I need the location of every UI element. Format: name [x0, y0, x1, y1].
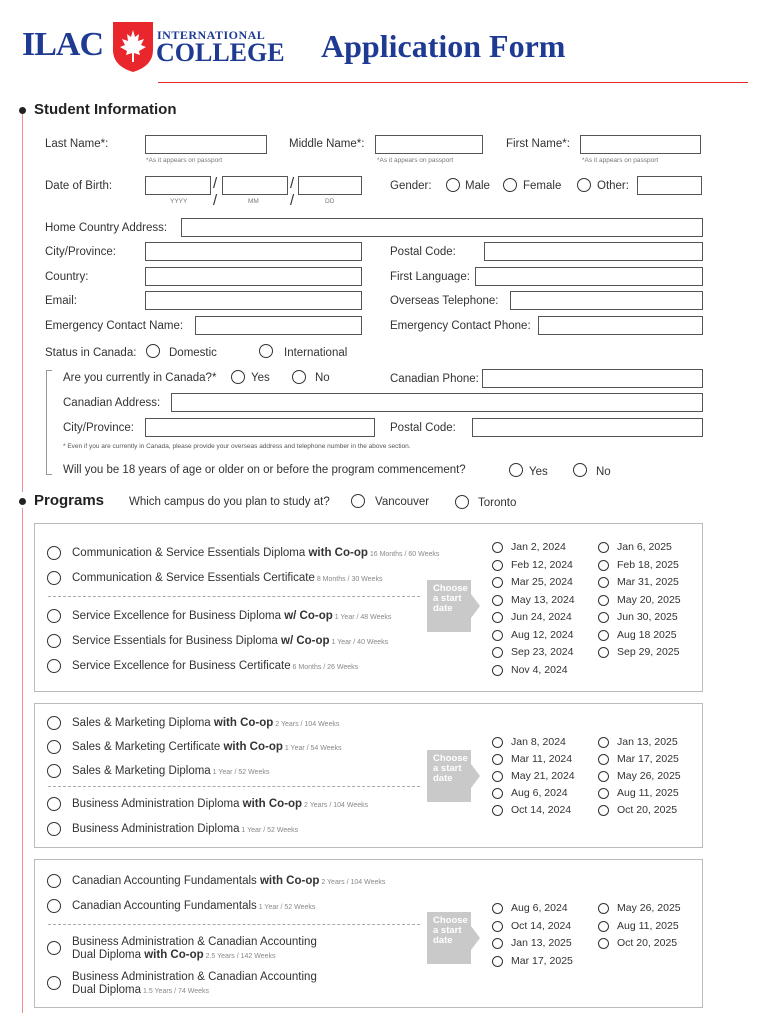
status-international-radio[interactable] — [259, 344, 273, 358]
program-name: Sales & Marketing Diploma — [72, 717, 214, 729]
start-date-label: Oct 20, 2025 — [617, 804, 678, 816]
first-language-field[interactable] — [475, 267, 703, 286]
program-radio[interactable] — [47, 546, 61, 560]
campus-question: Which campus do you plan to study at? — [129, 496, 330, 508]
program-duration: 6 Months / 26 Weeks — [290, 664, 359, 671]
postal-label: Postal Code: — [390, 246, 456, 258]
middle-name-label: Middle Name*: — [289, 138, 365, 150]
start-date-radio[interactable] — [492, 771, 503, 782]
start-date-label: Sep 23, 2024 — [511, 646, 574, 658]
page-title: Application Form — [321, 28, 566, 64]
start-date-label: Oct 14, 2024 — [511, 919, 572, 932]
start-date-label: Oct 14, 2024 — [511, 804, 572, 816]
campus-toronto-label: Toronto — [478, 497, 517, 509]
start-date-radio[interactable] — [598, 921, 609, 932]
start-date-radio[interactable] — [598, 542, 609, 553]
program-radio[interactable] — [47, 716, 61, 730]
gender-female-label: Female — [523, 180, 562, 192]
program-radio[interactable] — [47, 740, 61, 754]
status-domestic-radio[interactable] — [146, 344, 160, 358]
program-name: Business Administration Diploma — [72, 798, 243, 810]
start-date-label: Jun 24, 2024 — [511, 611, 572, 623]
section-bullet — [19, 498, 26, 505]
dob-dd-hint: DD — [325, 198, 335, 205]
program-label — [72, 741, 342, 755]
city2-field[interactable] — [145, 418, 375, 437]
header-divider — [158, 82, 748, 83]
start-date-label: Mar 25, 2024 — [511, 576, 573, 588]
start-date-radio[interactable] — [492, 938, 503, 949]
start-date-radio[interactable] — [492, 788, 503, 799]
start-date-radio[interactable] — [492, 560, 503, 571]
program-radio[interactable] — [47, 764, 61, 778]
country-label: Country: — [45, 271, 89, 283]
age-yes-radio[interactable] — [509, 463, 523, 477]
program-radio[interactable] — [47, 976, 61, 990]
in-canada-label: Are you currently in Canada?* — [63, 372, 217, 384]
start-date-label: Jan 2, 2024 — [511, 541, 566, 553]
start-date-label: Oct 20, 2025 — [617, 937, 678, 949]
start-date-label: Jan 6, 2025 — [617, 541, 672, 553]
start-date-label: Jun 30, 2025 — [617, 611, 678, 623]
in-canada-yes-radio[interactable] — [231, 370, 245, 384]
status-label: Status in Canada: — [45, 347, 137, 359]
program-radio[interactable] — [47, 899, 61, 913]
choose-callout-text: date — [433, 603, 453, 614]
choose-callout-text: a start — [433, 763, 462, 774]
program-duration: 2 Years / 104 Weeks — [319, 879, 386, 886]
start-date-label: May 20, 2025 — [617, 593, 681, 606]
start-date-label: Feb 12, 2024 — [511, 558, 573, 571]
in-canada-yes-label: Yes — [251, 372, 270, 384]
start-date-label: Sep 29, 2025 — [617, 646, 680, 658]
dob-hint-slash: / — [213, 192, 218, 209]
in-canada-no-radio[interactable] — [292, 370, 306, 384]
program-name-line2 — [72, 949, 317, 963]
start-date-label: May 21, 2024 — [511, 770, 575, 782]
program-coop: with Co-op — [308, 547, 368, 559]
start-date-radio[interactable] — [598, 630, 609, 641]
middle-name-field[interactable] — [375, 135, 483, 154]
email-field[interactable] — [145, 291, 362, 310]
program-name: Dual Diploma — [72, 984, 142, 996]
dob-day-field[interactable] — [298, 176, 362, 195]
program-name: Communication & Service Essentials Certificate — [72, 572, 315, 584]
choose-callout-text: date — [433, 773, 453, 784]
program-label — [72, 660, 358, 674]
dob-slash: / — [213, 175, 218, 192]
emergency-phone-label: Emergency Contact Phone: — [390, 320, 531, 332]
choose-start-date-callout — [427, 750, 471, 802]
start-date-label: Mar 17, 2025 — [617, 753, 679, 765]
country-field[interactable] — [145, 267, 362, 286]
postal2-label: Postal Code: — [390, 422, 456, 434]
program-name: Service Excellence for Business Certificate — [72, 660, 291, 672]
start-date-radio[interactable] — [492, 737, 503, 748]
status-domestic-label: Domestic — [169, 347, 217, 359]
start-date-label: Aug 18 2025 — [617, 628, 677, 641]
program-duration: 2.5 Years / 142 Weeks — [203, 953, 276, 960]
age-no-label: No — [596, 466, 611, 478]
start-date-radio[interactable] — [598, 737, 609, 748]
start-date-radio[interactable] — [598, 788, 609, 799]
program-name: Service Excellence for Business Diploma — [72, 610, 285, 622]
program-label — [72, 875, 385, 889]
status-international-label: International — [284, 347, 348, 359]
choose-start-date-callout — [427, 580, 471, 632]
start-date-radio[interactable] — [598, 805, 609, 816]
gender-label: Gender: — [390, 180, 432, 192]
choose-callout-text: Choose — [433, 753, 468, 764]
campus-toronto-radio[interactable] — [455, 495, 469, 509]
program-name: Business Administration & Canadian Accounting — [72, 971, 317, 983]
start-date-radio[interactable] — [492, 612, 503, 623]
start-date-radio[interactable] — [598, 612, 609, 623]
logo-ilac-text: ILAC — [22, 26, 104, 63]
dob-month-field[interactable] — [222, 176, 288, 195]
section-line-student — [22, 112, 23, 492]
canada-bracket — [46, 370, 52, 475]
logo-college-text: COLLEGE — [156, 38, 285, 67]
program-divider — [48, 596, 420, 597]
start-date-label: Mar 17, 2025 — [511, 954, 573, 967]
program-name: Sales & Marketing Certificate — [72, 741, 224, 753]
program-name: Communication & Service Essentials Diploma — [72, 547, 309, 559]
emergency-phone-field[interactable] — [538, 316, 703, 335]
overseas-phone-field[interactable] — [510, 291, 703, 310]
start-date-label: May 26, 2025 — [617, 770, 681, 782]
start-date-radio[interactable] — [492, 956, 503, 967]
program-duration: 1.5 Years / 74 Weeks — [141, 988, 210, 995]
program-duration: 8 Months / 30 Weeks — [314, 576, 383, 583]
age-yes-label: Yes — [529, 466, 548, 478]
program-radio[interactable] — [47, 571, 61, 585]
program-duration: 1 Year / 52 Weeks — [256, 904, 316, 911]
email-label: Email: — [45, 295, 77, 307]
section-bullet — [19, 107, 26, 114]
start-date-label: Jan 8, 2024 — [511, 736, 566, 748]
program-duration: 1 Year / 48 Weeks — [332, 614, 392, 621]
program-divider — [48, 924, 420, 925]
age-question: Will you be 18 years of age or older on or before the program commencement? — [63, 464, 466, 476]
start-date-radio[interactable] — [492, 805, 503, 816]
last-name-label: Last Name*: — [45, 138, 109, 150]
start-date-label: Aug 6, 2024 — [511, 787, 568, 799]
program-name: Canadian Accounting Fundamentals — [72, 900, 257, 912]
program-name: Canadian Accounting Fundamentals — [72, 875, 260, 887]
gender-male-radio[interactable] — [446, 178, 460, 192]
start-date-radio[interactable] — [492, 754, 503, 765]
program-duration: 16 Months / 60 Weeks — [367, 551, 440, 558]
programs-heading: Programs — [34, 492, 105, 509]
choose-start-date-callout — [427, 912, 471, 964]
last-name-field[interactable] — [145, 135, 267, 154]
program-duration: 1 Year / 40 Weeks — [329, 639, 389, 646]
program-label — [72, 610, 391, 624]
maple-leaf-shield-icon — [111, 20, 155, 74]
program-label — [72, 936, 317, 963]
section-line-programs — [22, 508, 23, 1013]
program-label — [72, 765, 269, 779]
canadian-phone-field[interactable] — [482, 369, 703, 388]
program-label — [72, 823, 298, 837]
start-date-label: Aug 11, 2025 — [617, 919, 679, 932]
overseas-phone-label: Overseas Telephone: — [390, 295, 499, 307]
emergency-name-field[interactable] — [195, 316, 362, 335]
home-address-field[interactable] — [181, 218, 703, 237]
start-date-radio[interactable] — [598, 647, 609, 658]
choose-callout-text: a start — [433, 925, 462, 936]
in-canada-no-label: No — [315, 372, 330, 384]
program-duration: 2 Years / 104 Weeks — [302, 802, 369, 809]
city-label: City/Province: — [45, 246, 116, 258]
middle-name-note: *As it appears on passport — [377, 157, 454, 164]
city2-label: City/Province: — [63, 422, 134, 434]
dob-yyyy-hint: YYYY — [170, 198, 188, 205]
age-no-radio[interactable] — [573, 463, 587, 477]
postal-field[interactable] — [484, 242, 703, 261]
start-date-label: Feb 18, 2025 — [617, 558, 679, 571]
start-date-radio[interactable] — [492, 665, 503, 676]
start-date-label: Jan 13, 2025 — [511, 937, 572, 949]
start-date-radio[interactable] — [492, 630, 503, 641]
start-date-radio[interactable] — [598, 938, 609, 949]
program-label — [72, 717, 339, 731]
start-date-radio[interactable] — [492, 903, 503, 914]
gender-other-field[interactable] — [637, 176, 702, 195]
first-name-note: *As it appears on passport — [582, 157, 659, 164]
start-date-label: Aug 12, 2024 — [511, 628, 574, 641]
gender-male-label: Male — [465, 180, 490, 192]
canadian-address-field[interactable] — [171, 393, 703, 412]
start-date-label: Jan 13, 2025 — [617, 736, 678, 748]
program-radio[interactable] — [47, 941, 61, 955]
program-duration: 1 Year / 52 Weeks — [210, 769, 270, 776]
gender-other-radio[interactable] — [577, 178, 591, 192]
program-duration: 1 Year / 52 Weeks — [239, 827, 299, 834]
start-date-label: Aug 11, 2025 — [617, 787, 679, 799]
student-info-heading: Student Information — [34, 101, 177, 118]
last-name-note: *As it appears on passport — [146, 157, 223, 164]
home-address-label: Home Country Address: — [45, 222, 168, 234]
start-date-radio[interactable] — [492, 542, 503, 553]
choose-callout-text: Choose — [433, 915, 468, 926]
program-name: Service Essentials for Business Diploma — [72, 635, 281, 647]
start-date-radio[interactable] — [492, 647, 503, 658]
program-radio[interactable] — [47, 822, 61, 836]
start-date-radio[interactable] — [598, 560, 609, 571]
program-coop: w/ Co-op — [284, 610, 333, 622]
program-radio[interactable] — [47, 797, 61, 811]
program-radio[interactable] — [47, 609, 61, 623]
program-label — [72, 971, 317, 998]
program-name-line2 — [72, 984, 317, 998]
first-name-field[interactable] — [580, 135, 701, 154]
gender-other-label: Other: — [597, 180, 629, 192]
program-label — [72, 572, 382, 586]
first-name-label: First Name*: — [506, 138, 570, 150]
dob-mm-hint: MM — [248, 198, 259, 205]
program-divider — [48, 786, 420, 787]
dob-year-field[interactable] — [145, 176, 211, 195]
program-coop: w/ Co-op — [281, 635, 330, 647]
dob-slash: / — [290, 175, 295, 192]
program-radio[interactable] — [47, 874, 61, 888]
canada-footnote: * Even if you are currently in Canada, please provide your overseas address and telephone number in the above section. — [63, 443, 411, 450]
program-coop: with Co-op — [259, 875, 320, 887]
city-field[interactable] — [145, 242, 362, 261]
start-date-radio[interactable] — [598, 771, 609, 782]
canadian-address-label: Canadian Address: — [63, 397, 161, 409]
choose-callout-text: Choose — [433, 583, 468, 594]
choose-callout-text: date — [433, 935, 453, 946]
program-duration: 2 Years / 104 Weeks — [273, 721, 340, 728]
start-date-radio[interactable] — [492, 921, 503, 932]
program-name: Business Administration & Canadian Accounting — [72, 936, 317, 948]
postal2-field[interactable] — [472, 418, 703, 437]
emergency-name-label: Emergency Contact Name: — [45, 320, 184, 332]
start-date-label: Mar 11, 2024 — [511, 753, 573, 765]
program-duration: 1 Year / 54 Weeks — [282, 745, 342, 752]
canadian-phone-label: Canadian Phone: — [390, 373, 479, 385]
first-language-label: First Language: — [390, 271, 470, 283]
start-date-label: May 26, 2025 — [617, 902, 681, 914]
start-date-label: May 13, 2024 — [511, 593, 575, 606]
program-radio[interactable] — [47, 634, 61, 648]
program-label — [72, 635, 388, 649]
ilac-logo — [22, 18, 285, 78]
dob-hint-slash: / — [290, 192, 295, 209]
program-name: Business Administration Diploma — [72, 823, 240, 835]
program-radio[interactable] — [47, 659, 61, 673]
start-date-radio[interactable] — [598, 577, 609, 588]
program-coop: with Co-op — [223, 741, 283, 753]
dob-label: Date of Birth: — [45, 180, 113, 192]
program-coop: with Co-op — [242, 798, 303, 810]
start-date-label: Mar 31, 2025 — [617, 576, 679, 588]
start-date-radio[interactable] — [598, 595, 609, 606]
program-label — [72, 900, 315, 914]
choose-callout-text: a start — [433, 593, 462, 604]
program-name: Dual Diploma — [72, 949, 145, 961]
program-coop: with Co-op — [144, 949, 204, 961]
program-label — [72, 798, 368, 812]
campus-vancouver-label: Vancouver — [375, 496, 430, 508]
program-coop: with Co-op — [213, 717, 274, 729]
start-date-radio[interactable] — [598, 903, 609, 914]
start-date-label: Nov 4, 2024 — [511, 663, 568, 676]
start-date-radio[interactable] — [598, 754, 609, 765]
gender-female-radio[interactable] — [503, 178, 517, 192]
program-label — [72, 547, 439, 561]
logo-international-text: INTERNATIONAL — [157, 28, 266, 42]
start-date-radio[interactable] — [492, 595, 503, 606]
program-name: Sales & Marketing Diploma — [72, 765, 211, 777]
start-date-label: Aug 6, 2024 — [511, 902, 568, 914]
start-date-radio[interactable] — [492, 577, 503, 588]
campus-vancouver-radio[interactable] — [351, 494, 365, 508]
